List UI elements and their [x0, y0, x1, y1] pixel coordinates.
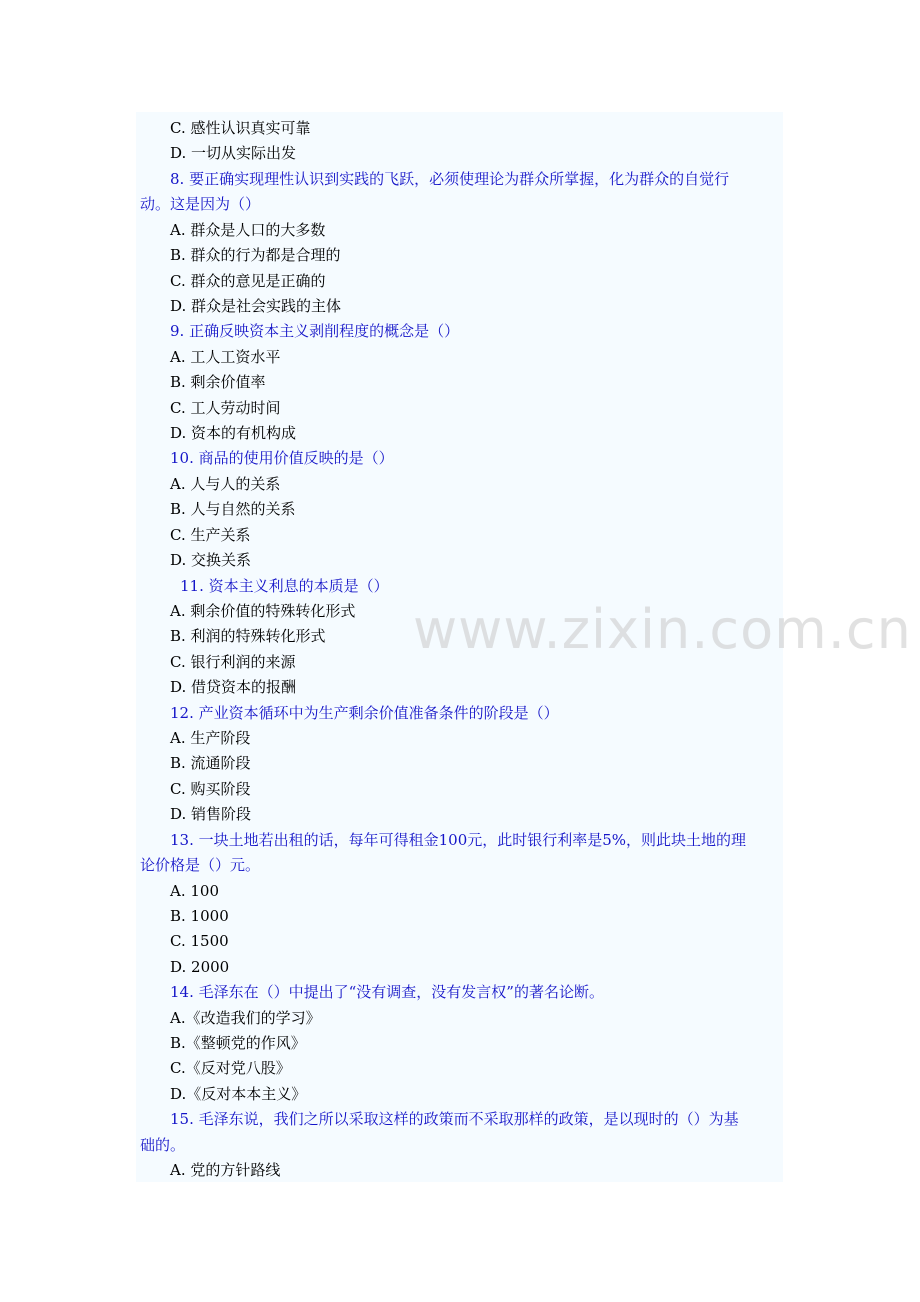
option-line: C. 生产关系	[170, 526, 251, 544]
option-line: D. 群众是社会实践的主体	[170, 297, 342, 315]
option-line: B. 利润的特殊转化形式	[170, 627, 326, 645]
option-line: C. 购买阶段	[170, 780, 251, 798]
option-line: D. 资本的有机构成	[170, 424, 297, 442]
option-line: A.《改造我们的学习》	[170, 1009, 321, 1027]
option-line: D. 2000	[170, 958, 230, 976]
question-line: 12. 产业资本循环中为生产剩余价值准备条件的阶段是（）	[170, 704, 559, 722]
option-line: C. 感性认识真实可靠	[170, 119, 311, 137]
question-line-continued: 动。这是因为（）	[140, 195, 261, 213]
question-line: 14. 毛泽东在（）中提出了“没有调查，没有发言权”的著名论断。	[170, 983, 604, 1001]
question-line: 15. 毛泽东说，我们之所以采取这样的政策而不采取那样的政策，是以现时的（）为基	[170, 1110, 739, 1128]
question-line: 9. 正确反映资本主义剥削程度的概念是（）	[170, 322, 460, 340]
option-line: A. 剩余价值的特殊转化形式	[170, 602, 356, 620]
option-line: C.《反对党八股》	[170, 1059, 291, 1077]
option-line: C. 1500	[170, 932, 229, 950]
option-line: D. 销售阶段	[170, 805, 252, 823]
option-line: A. 群众是人口的大多数	[170, 221, 326, 239]
question-line: 11. 资本主义利息的本质是（）	[180, 577, 389, 595]
option-line: B. 剩余价值率	[170, 373, 266, 391]
option-line: A. 人与人的关系	[170, 475, 281, 493]
option-line: B. 群众的行为都是合理的	[170, 246, 341, 264]
option-line: B. 1000	[170, 907, 229, 925]
option-line: B.《整顿党的作风》	[170, 1034, 306, 1052]
option-line: A. 100	[170, 882, 219, 900]
option-line: C. 银行利润的来源	[170, 653, 296, 671]
option-line: A. 党的方针路线	[170, 1161, 281, 1179]
option-line: D. 交换关系	[170, 551, 252, 569]
option-line: B. 人与自然的关系	[170, 500, 296, 518]
option-line: A. 工人工资水平	[170, 348, 281, 366]
question-line: 8. 要正确实现理性认识到实践的飞跃，必须使理论为群众所掌握，化为群众的自觉行	[170, 170, 730, 188]
option-line: D.《反对本本主义》	[170, 1085, 307, 1103]
option-line: C. 群众的意见是正确的	[170, 272, 326, 290]
question-line: 10. 商品的使用价值反映的是（）	[170, 449, 394, 467]
option-line: B. 流通阶段	[170, 754, 251, 772]
question-line-continued: 础的。	[140, 1136, 186, 1154]
option-line: D. 借贷资本的报酬	[170, 678, 297, 696]
question-line: 13. 一块土地若出租的话，每年可得租金100元，此时银行利率是5%，则此块土地的理	[170, 831, 747, 849]
watermark: www.zixin.com.cn	[413, 598, 912, 661]
option-line: A. 生产阶段	[170, 729, 251, 747]
option-line: D. 一切从实际出发	[170, 144, 297, 162]
option-line: C. 工人劳动时间	[170, 399, 281, 417]
question-line-continued: 论价格是（）元。	[140, 856, 261, 874]
